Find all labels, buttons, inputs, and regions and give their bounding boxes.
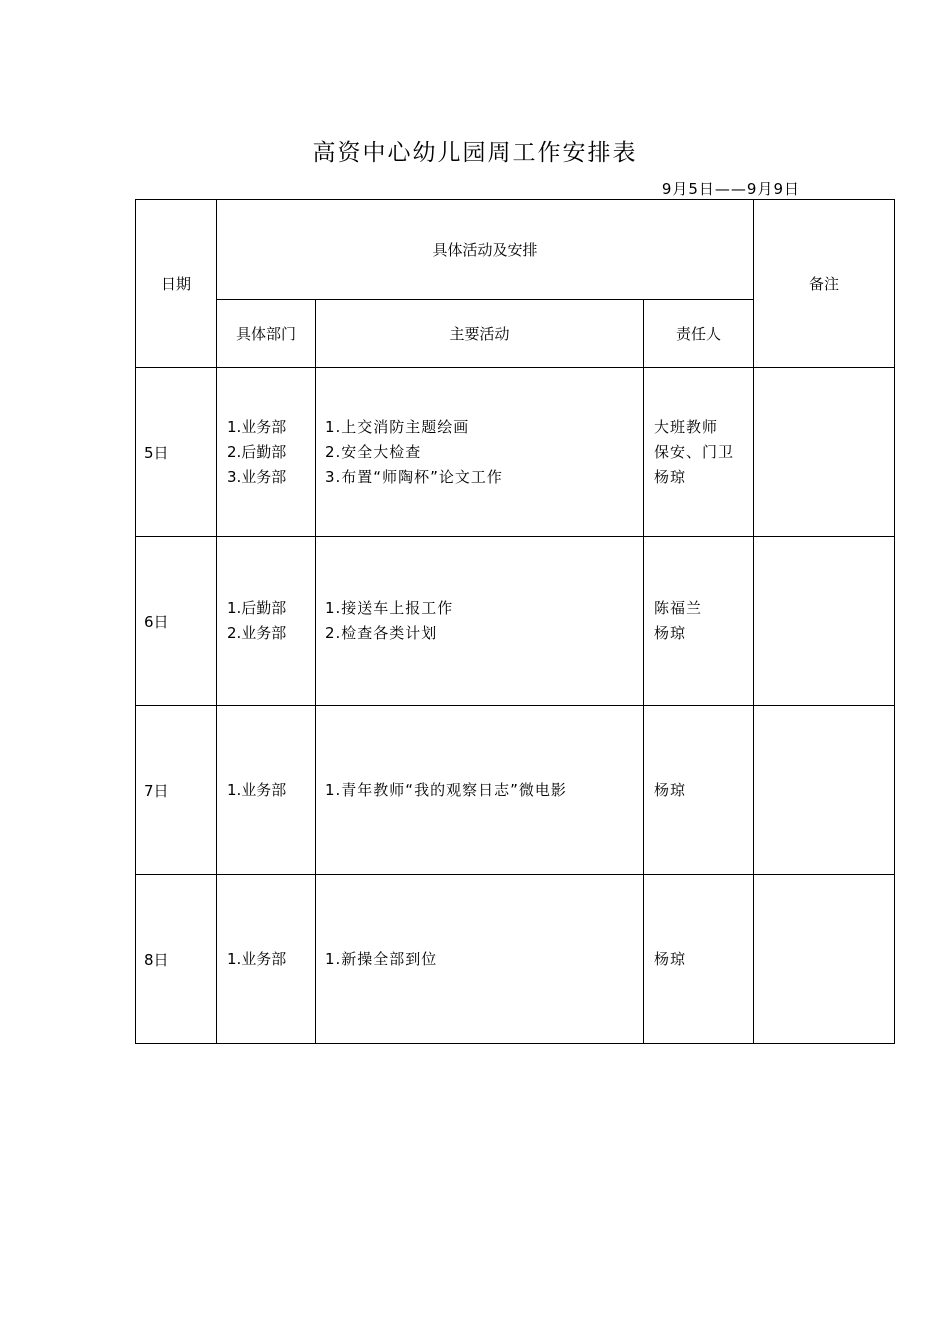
- date-cell: 8日: [136, 875, 217, 1044]
- header-row: [136, 200, 895, 300]
- responsible-item: 杨琼: [654, 467, 687, 486]
- department-item: 1.后勤部: [227, 599, 287, 617]
- activity-item: 1.上交消防主题绘画: [325, 417, 470, 436]
- department-cell: [217, 537, 316, 706]
- date-range: 9月5日——9月9日: [661, 180, 800, 198]
- table-row: [136, 875, 895, 1044]
- activity-item: 1.新操全部到位: [325, 949, 438, 968]
- activity-cell: [316, 875, 644, 1044]
- responsible-item: 杨琼: [654, 949, 687, 968]
- department-item: 2.业务部: [227, 624, 287, 642]
- responsible-item: 陈福兰: [654, 599, 703, 617]
- header-notes: 备注: [754, 200, 895, 368]
- responsible-cell: [644, 706, 754, 875]
- department-cell: [217, 368, 316, 537]
- department-item: 2.后勤部: [227, 442, 287, 461]
- responsible-item: 杨琼: [654, 624, 687, 642]
- department-item: 1.业务部: [227, 949, 287, 968]
- department-cell: [217, 875, 316, 1044]
- date-cell: 5日: [136, 368, 217, 537]
- department-item: 3.业务部: [227, 467, 287, 486]
- notes-cell: [754, 706, 895, 875]
- responsible-cell: [644, 368, 754, 537]
- header-date: 日期: [136, 200, 217, 368]
- page-title: 高资中心幼儿园周工作安排表: [312, 140, 638, 166]
- activity-cell: [316, 706, 644, 875]
- activity-item: 1.青年教师“我的观察日志”微电影: [325, 780, 567, 799]
- responsible-item: 大班教师: [654, 417, 719, 436]
- responsible-cell: [644, 537, 754, 706]
- notes-cell: [754, 537, 895, 706]
- department-item: 1.业务部: [227, 780, 287, 799]
- date-cell: 6日: [136, 537, 217, 706]
- table-row: [136, 537, 895, 706]
- header-main-activity: 主要活动: [316, 300, 644, 368]
- responsible-item: 保安、门卫: [654, 442, 735, 461]
- notes-cell: [754, 368, 895, 537]
- table-row: [136, 368, 895, 537]
- activity-cell: [316, 537, 644, 706]
- department-item: 1.业务部: [227, 417, 287, 436]
- department-cell: [217, 706, 316, 875]
- notes-cell: [754, 875, 895, 1044]
- activity-item: 2.安全大检查: [325, 442, 422, 461]
- header-activities-group: 具体活动及安排: [217, 200, 754, 300]
- schedule-table: [135, 199, 895, 1044]
- header-department: 具体部门: [217, 300, 316, 368]
- header-responsible: 责任人: [644, 300, 754, 368]
- activity-cell: [316, 368, 644, 537]
- activity-item: 1.接送车上报工作: [325, 599, 454, 617]
- activity-item: 3.布置“师陶杯”论文工作: [325, 467, 503, 486]
- activity-item: 2.检查各类计划: [325, 624, 438, 642]
- responsible-cell: [644, 875, 754, 1044]
- responsible-item: 杨琼: [654, 780, 687, 799]
- table-row: [136, 706, 895, 875]
- date-cell: 7日: [136, 706, 217, 875]
